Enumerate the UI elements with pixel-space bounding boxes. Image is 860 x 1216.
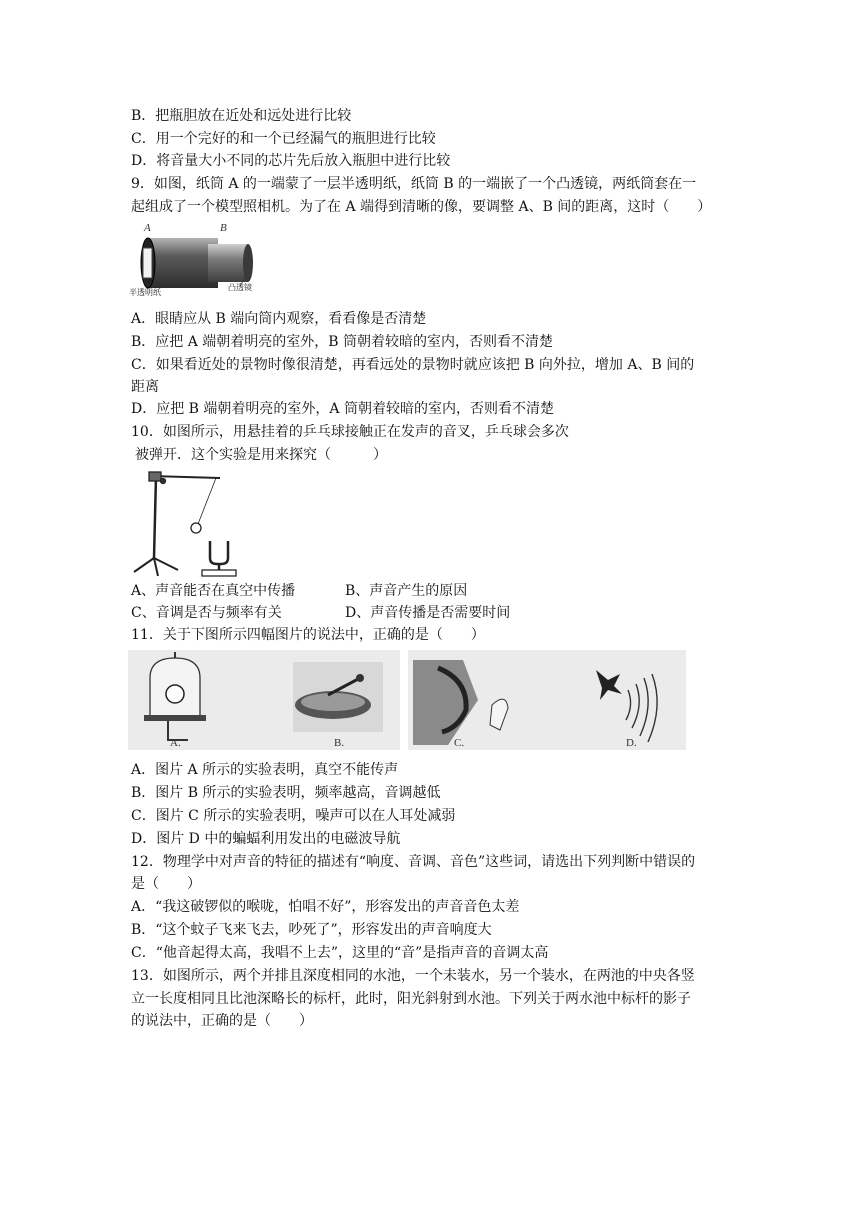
q9-option-a: A．眼睛应从 B 端向筒内观察，看看像是否清楚: [131, 311, 427, 327]
q10-option-c: C、音调是否与频率有关: [131, 605, 282, 621]
paper-label: 半透明纸: [129, 288, 161, 297]
fig-label-a: A.: [170, 737, 181, 749]
q9-stem-line1: 9．如图，纸筒 A 的一端蒙了一层半透明纸，纸筒 B 的一端嵌了一个凸透镜，两纸筒套在一: [131, 176, 697, 192]
q8-option-b: B．把瓶胆放在近处和远处进行比较: [131, 108, 352, 124]
q8-option-d: D．将音量大小不同的芯片先后放入瓶胆中进行比较: [131, 153, 451, 169]
tube-a: [148, 238, 218, 288]
q10-stem-line2: 被弹开．这个实验是用来探究（ ）: [135, 447, 387, 463]
q10-stem-line1: 10．如图所示，用悬挂着的乒乓球接触正在发声的音叉，乒乓球会多次: [131, 424, 569, 440]
label-a: A: [144, 222, 151, 234]
q9-option-c-cont: 距离: [131, 379, 159, 395]
translucent-paper: [143, 248, 152, 278]
q11-option-b: B．图片 B 所示的实验表明，频率越高，音调越低: [131, 785, 441, 801]
figure-cd: [408, 650, 686, 750]
water-bowl-figure: [293, 662, 383, 732]
q12-option-c: C．“他音起得太高，我唱不上去”，这里的“音”是指声音的音调太高: [131, 945, 549, 961]
q11-option-a: A．图片 A 所示的实验表明，真空不能传声: [131, 762, 399, 778]
q9-option-b: B．应把 A 端朝着明亮的室外，B 筒朝着较暗的室内，否则看不清楚: [131, 334, 554, 350]
q9-option-d: D．应把 B 端朝着明亮的室外，A 筒朝着较暗的室内，否则看不清楚: [131, 401, 554, 417]
label-b: B: [220, 222, 227, 234]
lens-end: [243, 244, 253, 282]
tuning-fork: [210, 541, 228, 564]
q12-option-a: A．“我这破锣似的喉咙，怕唱不好”，形容发出的声音音色太差: [131, 899, 520, 915]
stand-pole: [154, 476, 156, 558]
fig-label-d: D.: [626, 737, 637, 749]
q12-stem-line2: 是（ ）: [131, 876, 201, 892]
alarm-clock: [166, 685, 184, 703]
q13-stem-line3: 的说法中，正确的是（ ）: [131, 1013, 313, 1029]
q12-stem-line1: 12．物理学中对声音的特征的描述有“响度、音调、音色”这些词，请选出下列判断中错误的: [131, 854, 696, 870]
fig-label-c: C.: [454, 737, 465, 749]
q13-stem-line2: 立一长度相同且比池深略长的标杆，此时，阳光斜射到水池。下列关于两水池中标杆的影子: [131, 991, 691, 1007]
q13-stem-line1: 13．如图所示，两个并排且深度相同的水池，一个未装水，另一个装水，在两池的中央各竖: [131, 968, 695, 984]
fig-label-b: B.: [334, 737, 345, 749]
q12-option-b: B．“这个蚊子飞来飞去，吵死了”，形容发出的声音响度大: [131, 922, 492, 938]
q8-option-c: C．用一个完好的和一个已经漏气的瓶胆进行比较: [131, 131, 436, 147]
q10-option-d: D、声音传播是否需要时间: [345, 605, 511, 621]
q11-stem: 11．关于下图所示四幅图片的说法中，正确的是（ ）: [131, 627, 485, 643]
camera-model-figure: [128, 218, 268, 300]
tuning-fork-figure: [128, 466, 243, 578]
figure-ab: [128, 650, 400, 750]
q10-option-a: A、声音能否在真空中传播: [131, 583, 296, 599]
q11-option-c: C．图片 C 所示的实验表明，噪声可以在人耳处减弱: [131, 808, 456, 824]
ping-pong-ball: [191, 523, 201, 533]
tube-b: [208, 244, 248, 282]
q10-option-b: B、声音产生的原因: [345, 583, 468, 599]
q11-option-d: D．图片 D 中的蝙蝠利用发出的电磁波导航: [131, 831, 401, 847]
lens-label: 凸透镜: [228, 283, 252, 292]
q9-option-c: C．如果看近处的景物时像很清楚，再看远处的景物时就应该把 B 向外拉，增加 A、B 间的: [131, 357, 695, 373]
q9-stem-line2: 起组成了一个模型照相机。为了在 A 端得到清晰的像，要调整 A、B 间的距离，这时（ ）: [131, 199, 712, 215]
thread: [198, 478, 216, 524]
